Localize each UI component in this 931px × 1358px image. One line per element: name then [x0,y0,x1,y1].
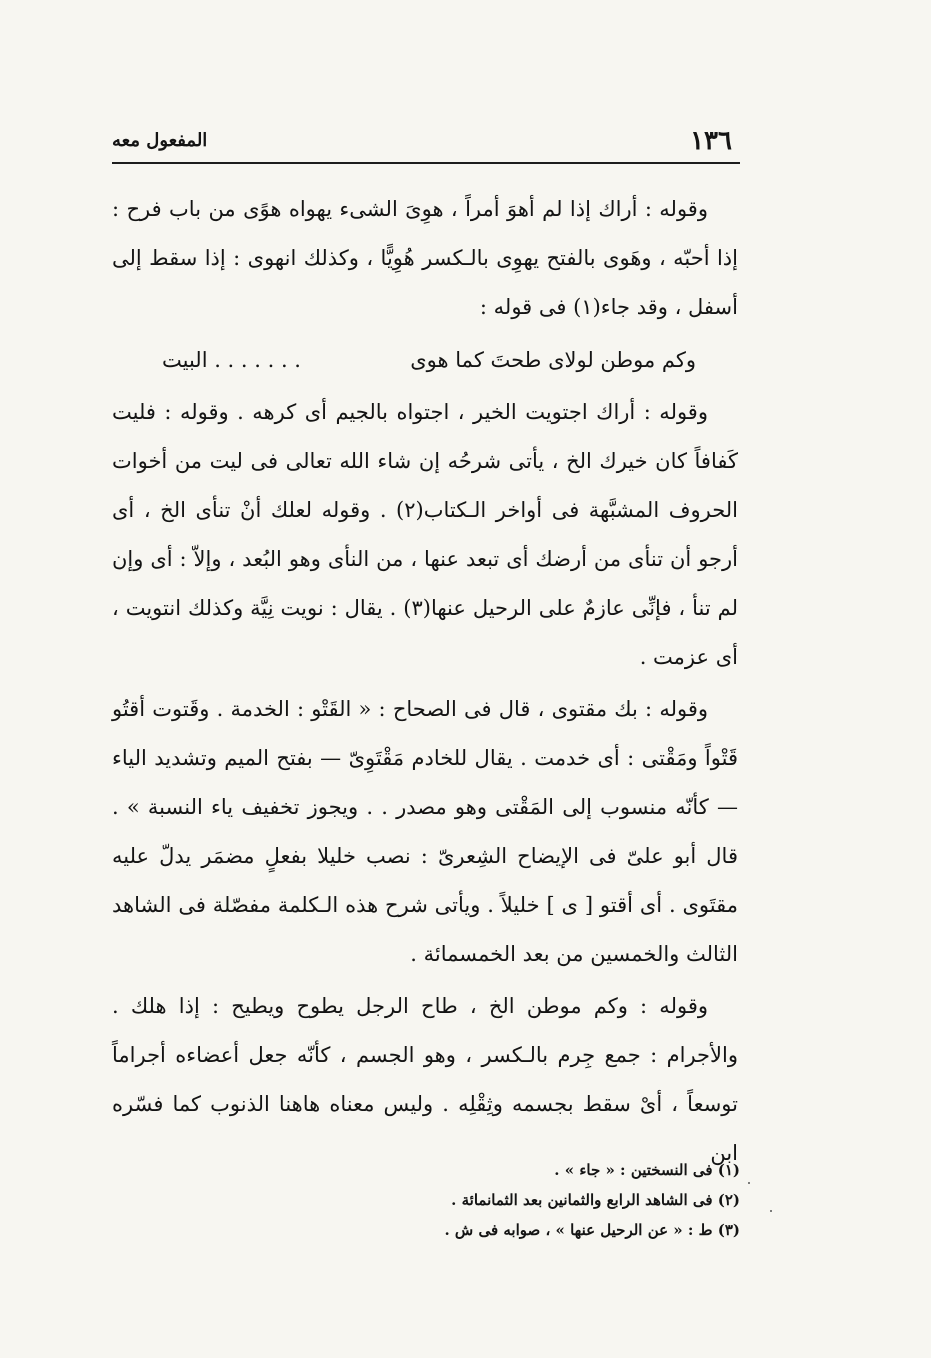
verse-line [112,332,738,388]
verse-hemistich: وكم موطن لولاى طحتَ كما هوى [410,348,696,372]
page-number: ١٣٦ [690,126,732,156]
footnote-2: (٢) فى الشاهد الرابع والثمانين بعد الثمانمائة . [451,1191,740,1209]
header-rule [112,162,740,164]
scan-speck [770,1210,772,1212]
verse-ellipsis: . . . . . . . البيت [162,348,301,372]
footnote-3: (٣) ط : « عن الرحيل عنها » ، صوابه فى ش . [444,1221,740,1239]
scan-speck [748,1182,750,1184]
paragraph-1: وقوله : أراك إذا لم أهوَ أمراً ، هوِىَ الشىء يهواه هوًى من باب فرح : إذا أحبّه ، وهَوى بالفتح يهوِى بالـكسر هُوِيًّا ، وكذلك انهوى : إذا سقط إلى أسفل ، وقد جاء(١) فى قوله : [112,197,738,319]
footnotes [340,1155,740,1245]
footnote-1: (١) فى النسختين : « جاء » . [554,1161,740,1179]
running-title: المفعول معه [112,130,208,151]
main-text [112,185,738,1178]
paragraph-4: وقوله : وكم موطن الخ ، طاح الرجل يطوح ويطيح : إذا هلك . والأجرام : جمع جِرم بالـكسر ، وهو الجسم ، كأنّه جعل أعضاءه أجراماً توسعاً ، أىْ سقط بجسمه وثِقْلِه . وليس معناه هاهنا الذنوب كما فسّره ابن [112,994,738,1165]
page-header [112,122,736,162]
paragraph-3: وقوله : بك مقتوى ، قال فى الصحاح : « القَتْو : الخدمة . وقَتوت أقتُو قَتْواً ومَقْتى : أى خدمت . يقال للخادم مَقْتَوِىّ — بفتح الميم وتشديد الياء — كأنّه منسوب إلى المَقْتى وهو مصدر . . ويجوز تخفيف ياء النسبة » . قال أبو علىّ فى الإيضاح الشِعرىّ : نصب خليلا بفعلٍ مضمَر يدلّ عليه مقتَوى . أى أقتو [ ى ] خليلاً . ويأتى شرح هذه الـكلمة مفصّلة فى الشاهد الثالث والخمسين من بعد الخمسمائة . [112,697,738,966]
paragraph-2: وقوله : أراك اجتويت الخير ، اجتواه بالجيم أى كرهه . وقوله : فليت كَفافاً كان خيرك الخ ، يأتى شرحُه إن شاء الله تعالى فى ليت من أخوات الحروف المشبَّهة فى أواخر الـكتاب(٢) . وقوله لعلك أنْ تنأى الخ ، أى أرجو أن تنأى من أرضك أى تبعد عنها ، من النأى وهو البُعد ، وإلاّ : أى وإن لم تنأ ، فإنِّى عازمٌ على الرحيل عنها(٣) . يقال : نويت نِيَّة وكذلك انتويت ، أى عزمت . [112,400,739,669]
